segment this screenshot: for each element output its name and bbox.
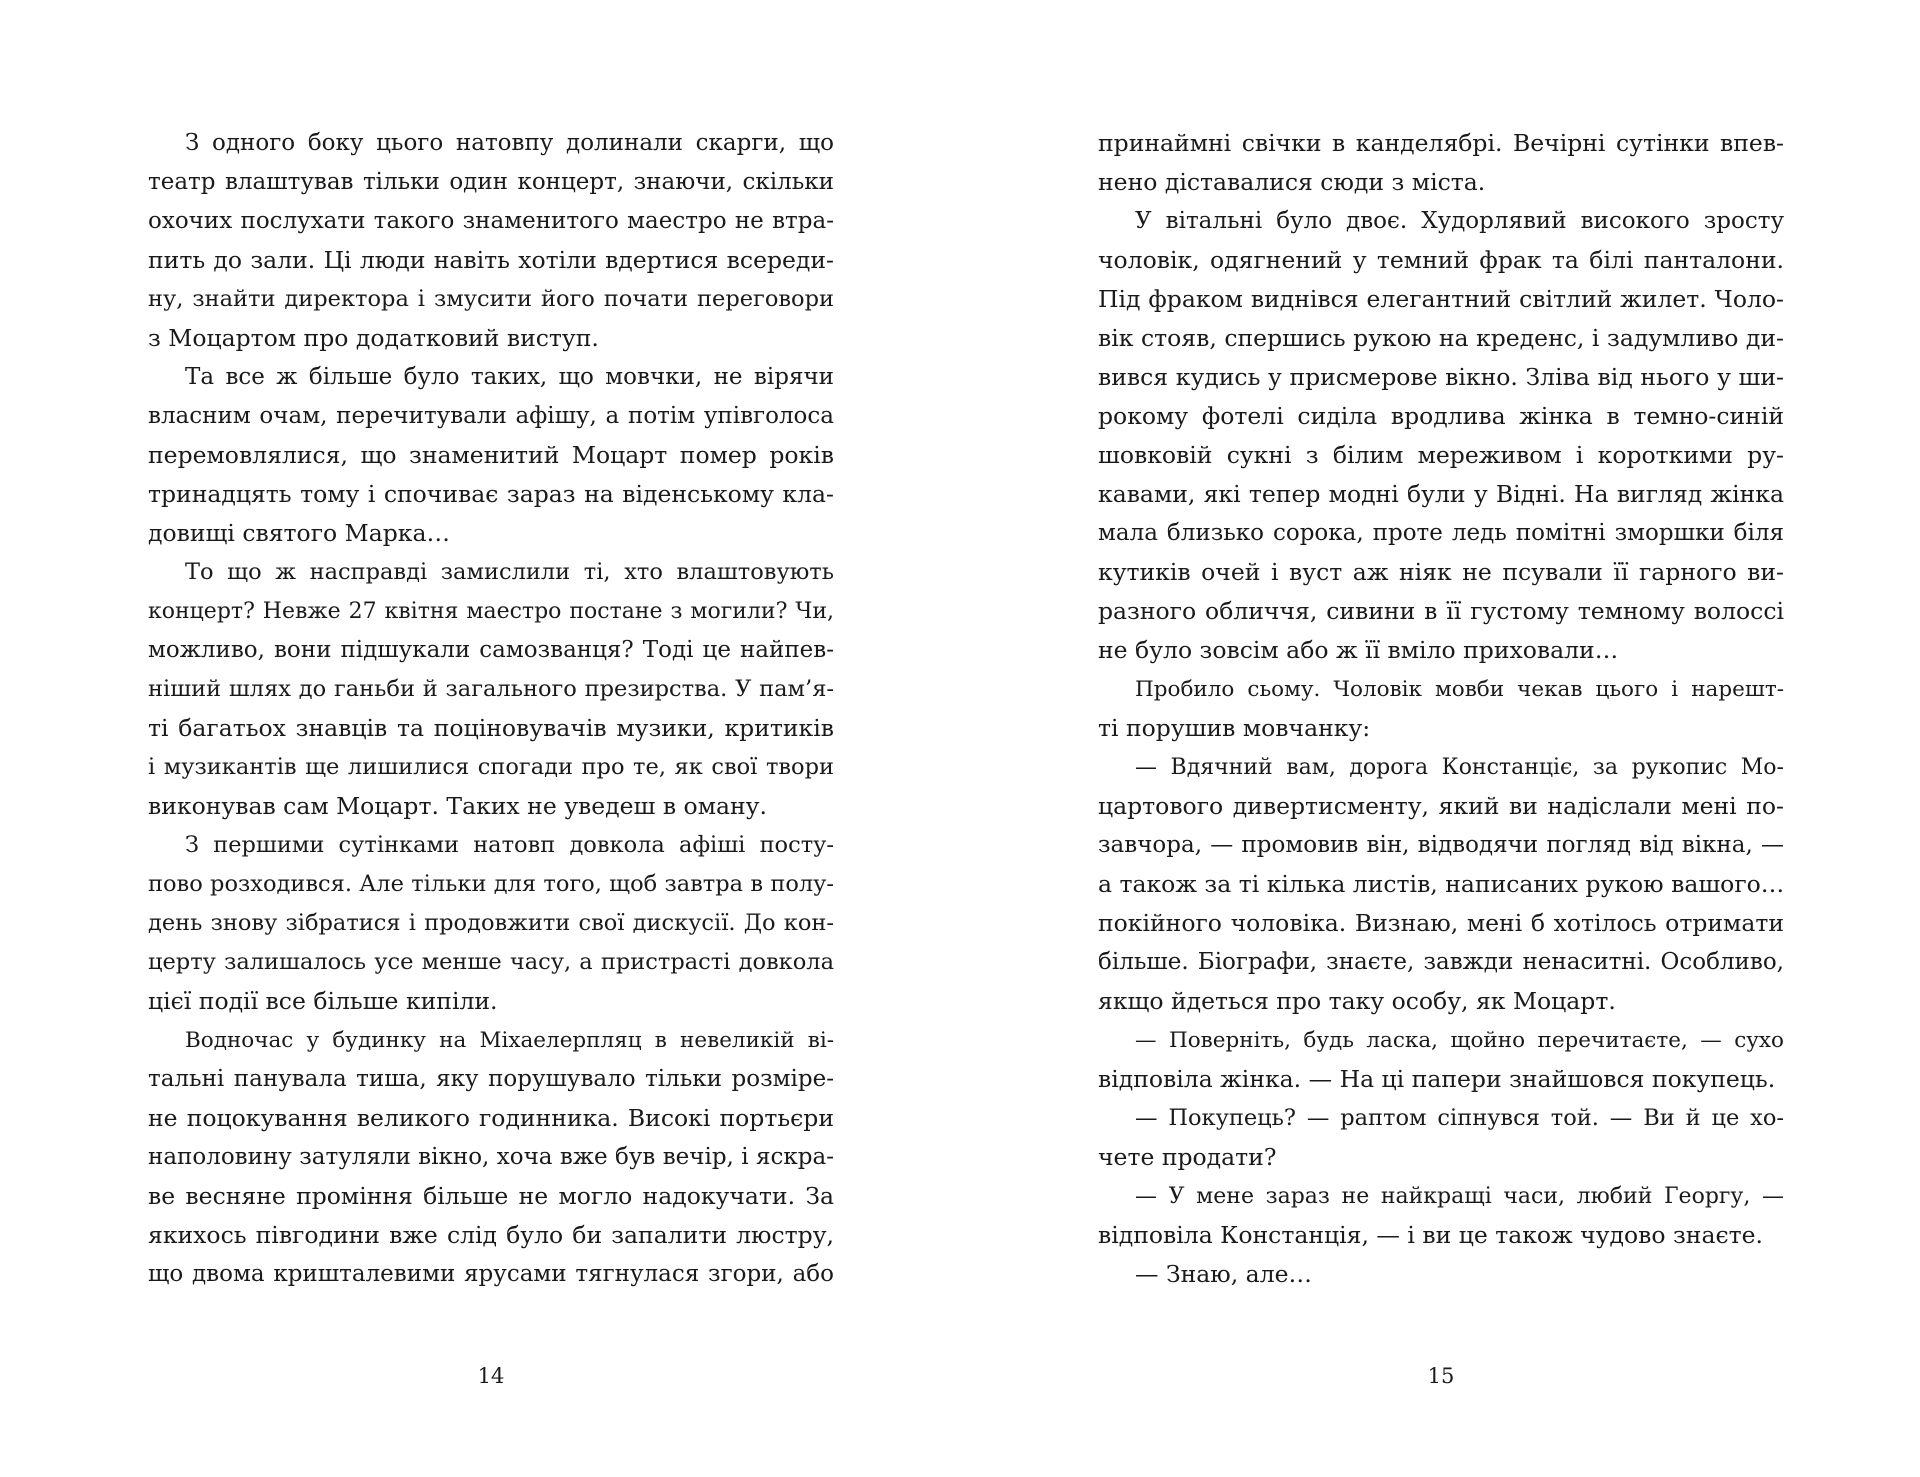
- text-line: Пробило сьому. Чоловік мовби чекав цього і нарешт-: [1135, 677, 1784, 702]
- text-line: Під фраком виднівся елегантний світлий жилет. Чоло-: [1098, 285, 1784, 313]
- text-line: якщо йдеться про таку особу, як Моцарт.: [1098, 987, 1616, 1015]
- text-line: а також за ті кілька листів, написаних рукою вашого…: [1098, 870, 1785, 898]
- text-line: тальні панувала тиша, яку порушувало тільки розміре-: [148, 1066, 834, 1092]
- text-line: Водночас у будинку на Міхаелерпляц в невеликій ві-: [185, 1028, 834, 1053]
- right-page: [1098, 124, 1784, 1424]
- text-line: пово розходився. Але тільки для того, щоб завтра в полу-: [148, 871, 834, 897]
- text-line: — Вдячний вам, дорога Констанціє, за рукопис Мо-: [1135, 755, 1784, 780]
- text-line: ну, знайти директора і змусити його почати переговори: [148, 286, 834, 312]
- text-line: кутиків очей і вуст аж ніяк не псували її гарного ви-: [1098, 558, 1784, 586]
- text-line: з Моцартом про додатковий виступ.: [148, 324, 599, 352]
- text-line: власним очам, перечитували афішу, а потім упівголоса: [148, 403, 834, 429]
- text-line: вився кудись у присмерове вікно. Зліва від нього у ши-: [1098, 363, 1784, 391]
- text-line: день знову зібратися і продовжити свої дискусії. До кон-: [148, 910, 834, 936]
- text-line: З одного боку цього натовпу долинали скарги, що: [185, 130, 834, 156]
- text-line: тринадцять тому і спочиває зараз на віденському кла-: [148, 480, 834, 508]
- right-page-text: [1098, 124, 1784, 1294]
- left-page: [148, 124, 834, 1424]
- text-line: церту залишалось усе менше часу, а пристрасті довкола: [148, 949, 834, 975]
- text-line: То що ж насправді замислили ті, хто влаштовують: [185, 559, 834, 585]
- text-line: вік стояв, спершись рукою на креденс, і задумливо ди-: [1098, 324, 1784, 352]
- text-line: концерт? Невже 27 квітня маестро постане з могили? Чи,: [148, 599, 834, 624]
- text-line: ніший шлях до ганьби й загального презирства. У пам’я-: [148, 676, 834, 702]
- page-number-right: 15: [1427, 1364, 1455, 1388]
- text-line: не було зовсім або ж її вміло приховали…: [1098, 636, 1619, 664]
- text-line: нено діставалися сюди з міста.: [1098, 168, 1486, 196]
- text-line: більше. Біографи, знаєте, завжди ненаситні. Особливо,: [1098, 949, 1784, 975]
- text-line: мала близько сорока, проте ледь помітні зморшки біля: [1098, 520, 1784, 546]
- text-line: довищі святого Марка…: [148, 519, 450, 547]
- text-line: чоловік, одягнений у темний фрак та білі панталони.: [1098, 246, 1784, 274]
- text-line: — У мене зараз не найкращі часи, любий Георгу, —: [1135, 1184, 1784, 1209]
- text-line: — Поверніть, будь ласка, щойно перечитаєте, — сухо: [1135, 1028, 1784, 1053]
- text-line: цартового дивертисменту, який ви надіслали мені по-: [1098, 792, 1784, 820]
- text-line: шовковій сукні з білим мереживом і короткими ру-: [1098, 441, 1784, 469]
- text-line: — Знаю, але…: [1135, 1260, 1313, 1288]
- text-line: завчора, — промовив він, відводячи погляд від вікна, —: [1098, 832, 1784, 858]
- text-line: якихось півгодини вже слід було би запалити люстру,: [148, 1221, 834, 1249]
- text-line: ті багатьох знавців та поціновувачів музики, критиків: [148, 714, 834, 742]
- text-line: — Покупець? — раптом сіпнувся той. — Ви й це хо-: [1135, 1105, 1784, 1131]
- text-line: перемовлялися, що знаменитий Моцарт помер років: [148, 441, 834, 469]
- text-line: разного обличчя, сивини в її густому темному волоссі: [1098, 597, 1784, 625]
- text-line: кавами, які тепер модні були у Відні. На вигляд жінка: [1098, 480, 1784, 508]
- text-line: принаймні свічки в канделябрі. Вечірні сутінки впев-: [1098, 129, 1784, 157]
- text-line: ті порушив мовчанку:: [1098, 714, 1371, 742]
- text-line: пить до зали. Ці люди навіть хотіли вдертися всереди-: [148, 246, 834, 274]
- text-line: виконував сам Моцарт. Таких не уведеш в оману.: [148, 792, 767, 820]
- text-line: рокому фотелі сиділа вродлива жінка в темно-синій: [1098, 402, 1784, 430]
- text-line: наполовину затуляли вікно, хоча вже був вечір, і яскра-: [148, 1144, 834, 1170]
- text-line: що двома кришталевими ярусами тягнулася згори, або: [148, 1261, 834, 1287]
- text-line: відповіла Констанція, — і ви це також чудово знаєте.: [1098, 1221, 1764, 1249]
- text-line: і музикантів ще лишилися спогади про те, як свої твори: [148, 754, 834, 780]
- text-line: можливо, вони підшукали самозванця? Тоді це найпев-: [148, 637, 834, 663]
- text-line: відповіла жінка. — На ці папери знайшовся покупець.: [1098, 1065, 1776, 1093]
- text-line: ве весняне проміння більше не могло надокучати. За: [148, 1182, 834, 1210]
- text-line: З першими сутінками натовп довкола афіші посту-: [185, 832, 834, 858]
- text-line: Та все ж більше було таких, що мовчки, не вірячи: [185, 364, 834, 390]
- text-line: театр влаштував тільки один концерт, знаючи, скільки: [148, 169, 834, 195]
- text-line: цієї події все більше кипіли.: [148, 987, 498, 1015]
- text-line: не поцокування великого годинника. Високі портьєри: [148, 1104, 834, 1132]
- text-line: чете продати?: [1098, 1143, 1277, 1171]
- text-line: охочих послухати такого знаменитого маестро не втра-: [148, 208, 834, 234]
- text-line: покійного чоловіка. Визнаю, мені б хотілось отримати: [1098, 909, 1784, 937]
- text-line: У вітальні було двоє. Худорлявий високого зросту: [1135, 208, 1784, 234]
- left-page-text: [148, 124, 834, 1294]
- page-number-left: 14: [477, 1364, 505, 1388]
